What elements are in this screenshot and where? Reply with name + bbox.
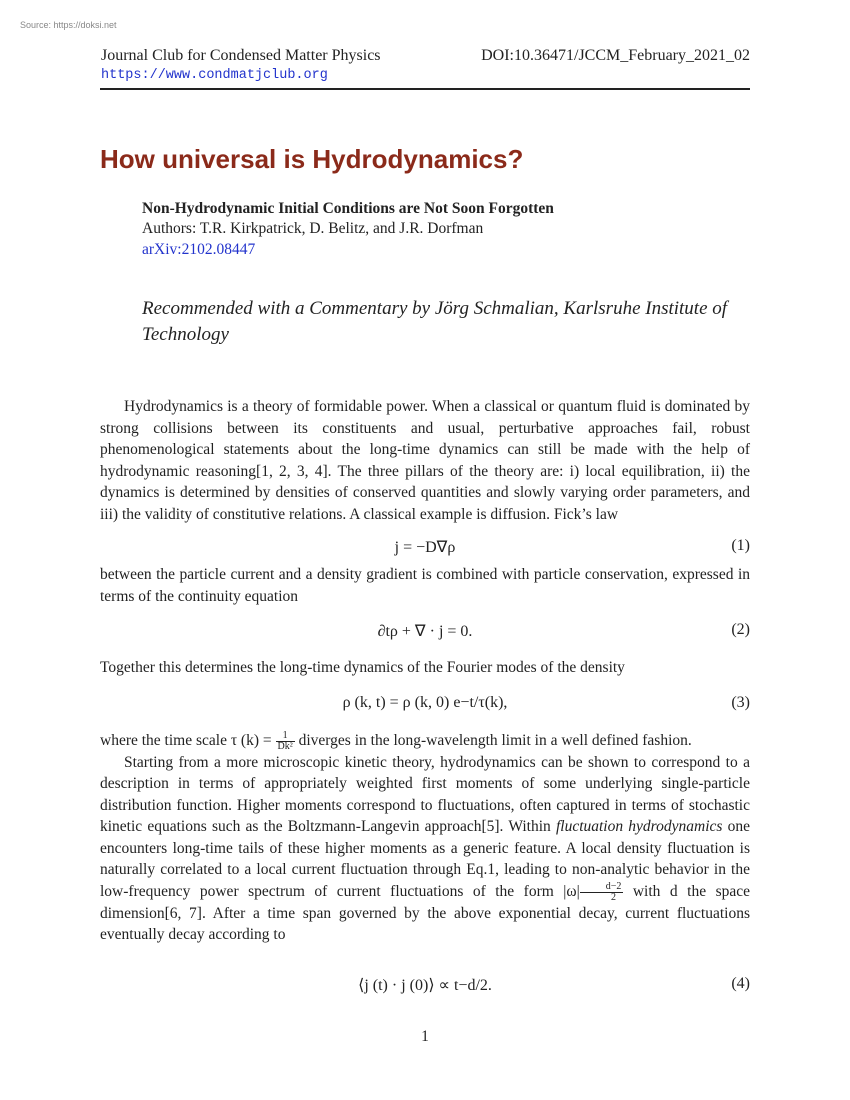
paper-title: Non-Hydrodynamic Initial Conditions are Not Soon Forgotten [142, 200, 554, 217]
equation-2-number: (2) [731, 621, 750, 638]
source-note: Source: https://doksi.net [20, 20, 117, 30]
equation-3-number: (3) [731, 694, 750, 711]
equation-4-body: ⟨j (t) · j (0)⟩ ∝ t−d/2. [358, 977, 492, 994]
equation-4 [100, 975, 750, 997]
equation-4-number: (4) [731, 975, 750, 992]
equation-1-number: (1) [731, 537, 750, 554]
fluctuation-text: one encounters long-time tails of these higher moments as a generic feature. A local density fluctuation is naturally correlated to a local current fluctuation through Eq.1, leading to non-analytic behavior in the low-frequency power spectrum of current fluctuations of the form |ω| [100, 818, 751, 900]
paper-authors: Authors: T.R. Kirkpatrick, D. Belitz, and J.R. Dorfman [142, 220, 484, 237]
emphasis-text: fluctuation hydrodynamics [555, 818, 723, 836]
equation-2-body: ∂tρ + ∇ · j = 0. [377, 623, 473, 640]
page-number: 1 [421, 1028, 429, 1045]
exponent-numerator: d−2 [580, 882, 624, 893]
header-rule [100, 88, 750, 90]
timescale-text: where the time scale τ (k) = [100, 732, 272, 749]
equation-2 [100, 621, 750, 643]
exponent-fraction [580, 882, 624, 903]
kinetic-text: Starting from a more microscopic kinetic theory, hydrodynamics can be shown to correspond to a description in terms of appropriately weighted first moments of some underlying single-particle distribution function. Higher moments correspond to fluctuations, often captured in terms of stochastic kinetic equations such as the Boltzmann-Langevin approach[5]. Within [100, 753, 750, 836]
timescale-fraction [276, 731, 295, 752]
paragraph-intro: Hydrodynamics is a theory of formidable power. When a classical or quantum fluid is dominated by strong collisions between its constituents and usual, perturbative approaches fail, robust phenomenological statements about the long-time dynamics can still be made with the help of hydrodynamic reasoning[1, 2, 3, 4]. The three pillars of the theory are: i) local equilibration, ii) the dynamics is determined by densities of conserved quantities and slowly varying order parameters, and iii) the validity of constitutive relations. A classical example is diffusion. Fick’s law [100, 398, 750, 523]
recommendation-line: Recommended with a Commentary by Jörg Schmalian, Karlsruhe Institute of Technology [142, 298, 728, 345]
page-title: How universal is Hydrodynamics? [100, 144, 524, 174]
journal-name: Journal Club for Condensed Matter Physics [101, 47, 381, 64]
exponent-denominator: 2 [611, 891, 617, 903]
paragraph-fourier: Together this determines the long-time dynamics of the Fourier modes of the density [100, 659, 625, 676]
equation-1-body: j = −D∇ρ [394, 539, 456, 556]
decay-text: with d the space dimension[6, 7]. After a time span governed by the above exponential decay, current fluctuations eventually decay according to [100, 882, 750, 944]
fraction-numerator: 1 [276, 731, 295, 742]
paragraph-continuity: between the particle current and a density gradient is combined with particle conservation, expressed in terms of the continuity equation [100, 566, 750, 605]
fraction-denominator: Dk² [277, 740, 293, 752]
paragraph-body [100, 730, 750, 946]
journal-url-link[interactable]: https://www.condmatjclub.org [101, 68, 328, 83]
doi-label: DOI:10.36471/JCCM_February_2021_02 [481, 47, 750, 64]
divergence-text: diverges in the long-wavelength limit in a well defined fashion. [298, 732, 692, 749]
equation-1 [100, 537, 750, 559]
equation-3-body: ρ (k, t) = ρ (k, 0) e−t/τ(k), [342, 694, 508, 711]
equation-3 [100, 694, 750, 716]
arxiv-link[interactable]: arXiv:2102.08447 [142, 241, 256, 258]
